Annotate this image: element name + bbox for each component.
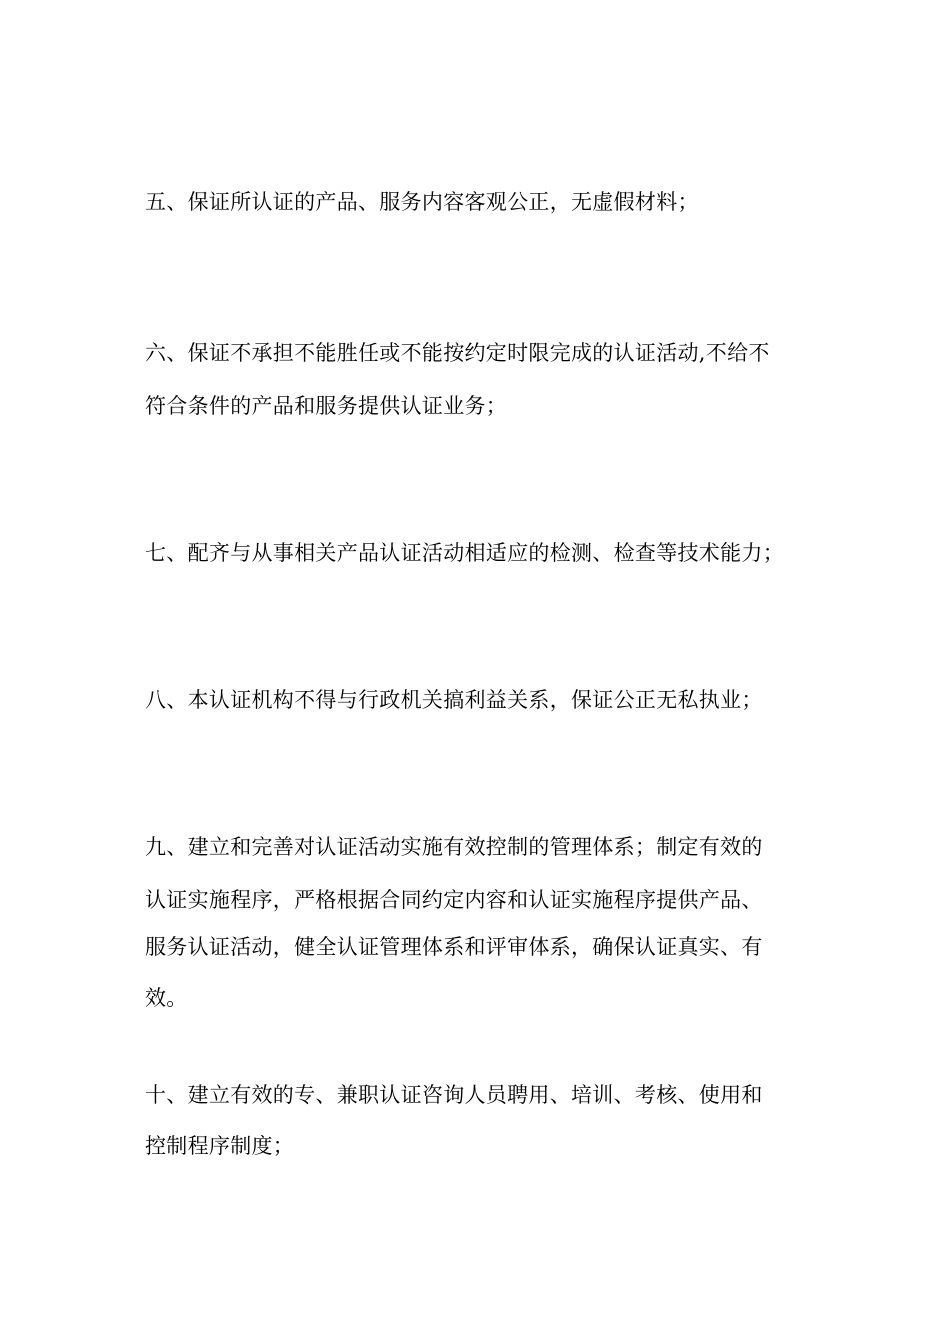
item-9-line-2: 认证实施程序，严格根据合同约定内容和认证实施程序提供产品、: [145, 888, 763, 912]
item-9-line-4: 效。: [145, 986, 188, 1010]
item-6-line-1: 六、保证不承担不能胜任或不能按约定时限完成的认证活动,不给不: [145, 341, 770, 365]
item-10-line-1: 十、建立有效的专、兼职认证咨询人员聘用、培训、考核、使用和: [145, 1083, 763, 1107]
item-5-line-1: 五、保证所认证的产品、服务内容客观公正，无虚假材料；: [145, 190, 699, 214]
item-10-line-2: 控制程序制度；: [145, 1134, 295, 1158]
item-6-line-2: 符合条件的产品和服务提供认证业务；: [145, 394, 508, 418]
item-9-line-1: 九、建立和完善对认证活动实施有效控制的管理体系；制定有效的: [145, 835, 763, 859]
item-9-line-3: 服务认证活动，健全认证管理体系和评审体系，确保认证真实、有: [145, 935, 763, 959]
item-7-line-1: 七、配齐与从事相关产品认证活动相适应的检测、检查等技术能力；: [145, 541, 784, 565]
item-8-line-1: 八、本认证机构不得与行政机关搞利益关系，保证公正无私执业；: [145, 688, 763, 712]
